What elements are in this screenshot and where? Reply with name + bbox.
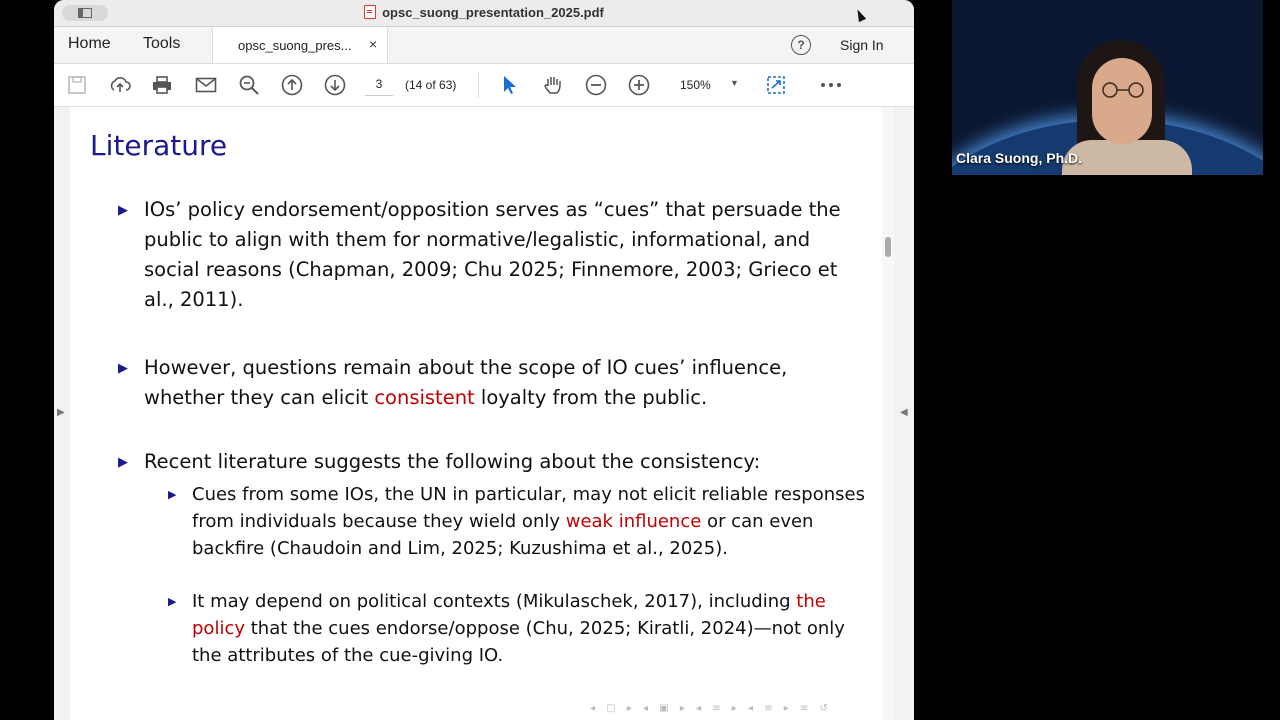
- toolbar-divider: [478, 72, 479, 98]
- glasses-icon: [1098, 82, 1148, 98]
- left-panel-gutter[interactable]: [54, 107, 70, 720]
- tab-tools[interactable]: Tools: [143, 35, 181, 52]
- pdf-file-icon: [364, 5, 376, 19]
- beamer-navigation-icons[interactable]: ◂ ▢ ▸ ◂ ▣ ▸ ◂ ≡ ▸ ◂ ≡ ▸ ≡ ↺: [590, 703, 832, 714]
- right-panel-gutter[interactable]: [894, 107, 914, 720]
- chevron-down-icon[interactable]: ▼: [730, 78, 739, 88]
- tab-document-label: opsc_suong_pres...: [238, 38, 352, 53]
- participant-name: Clara Suong, Ph.D.: [956, 150, 1083, 166]
- window-title: opsc_suong_presentation_2025.pdf: [54, 5, 914, 20]
- bullet-triangle-icon: ▶: [118, 455, 128, 470]
- page-layout-icon[interactable]: [766, 74, 788, 96]
- title-bar: [54, 0, 914, 27]
- slide-title: Literature: [90, 129, 228, 162]
- zoom-search-icon[interactable]: [238, 74, 260, 96]
- vertical-scrollbar[interactable]: [882, 107, 894, 720]
- expand-right-panel-icon[interactable]: ◀: [900, 407, 908, 418]
- sub-bullet-item: ▶ It may depend on political contexts (Mikulaschek, 2017), including the policy that the cues endorse/oppose (Chu, 2025; Kiratli, 2024)—not only the attributes of the cue-giving IO.: [168, 588, 868, 669]
- tab-close-icon[interactable]: ×: [369, 36, 378, 52]
- save-icon[interactable]: [66, 74, 88, 96]
- bullet-triangle-icon: ▶: [168, 488, 177, 501]
- hand-tool-icon[interactable]: [542, 74, 564, 96]
- expand-left-panel-icon[interactable]: ▶: [57, 407, 65, 418]
- more-options-icon[interactable]: [820, 74, 842, 96]
- next-page-icon[interactable]: [324, 74, 346, 96]
- toolbar: [54, 64, 914, 107]
- tab-bar: [54, 27, 914, 64]
- zoom-level-select[interactable]: 150%: [680, 78, 711, 92]
- sub-bullet-item: ▶ Cues from some IOs, the UN in particular, may not elicit reliable responses from individuals because they wield only weak influence or can even backfire (Chaudoin and Lim, 2025; Kuzushima et al., 2025).: [168, 481, 868, 562]
- help-icon[interactable]: ?: [791, 35, 811, 55]
- upload-cloud-icon[interactable]: [109, 74, 131, 96]
- tab-document[interactable]: [212, 27, 388, 63]
- email-icon[interactable]: [195, 74, 217, 96]
- bullet-item: ▶ However, questions remain about the scope of IO cues’ influence, whether they can elicit consistent loyalty from the public.: [118, 356, 788, 409]
- slide-page: [70, 107, 882, 720]
- bullet-triangle-icon: ▶: [168, 595, 177, 608]
- sign-in-button[interactable]: Sign In: [840, 37, 884, 53]
- bullet-triangle-icon: ▶: [118, 361, 128, 376]
- scrollbar-thumb[interactable]: [885, 237, 891, 257]
- select-cursor-icon[interactable]: [499, 74, 521, 96]
- bullet-triangle-icon: ▶: [118, 203, 128, 218]
- bullet-item: ▶ IOs’ policy endorsement/opposition serves as “cues” that persuade the public to align with them for normative/legalistic, informational, and social reasons (Chapman, 2009; Chu 2025; Finnemore, 2003; Grieco et al., 2011).: [118, 198, 841, 311]
- participant-face: [1092, 58, 1152, 144]
- zoom-in-icon[interactable]: [628, 74, 650, 96]
- page-count: (14 of 63): [405, 78, 457, 92]
- video-participant-tile: [952, 0, 1263, 175]
- pdf-viewer-window: [54, 0, 914, 720]
- print-icon[interactable]: [151, 74, 173, 96]
- tab-home[interactable]: Home: [68, 35, 111, 52]
- page-number-input[interactable]: 3: [365, 73, 393, 96]
- bullet-item: ▶ Recent literature suggests the following about the consistency:: [118, 447, 848, 477]
- zoom-out-icon[interactable]: [585, 74, 607, 96]
- previous-page-icon[interactable]: [281, 74, 303, 96]
